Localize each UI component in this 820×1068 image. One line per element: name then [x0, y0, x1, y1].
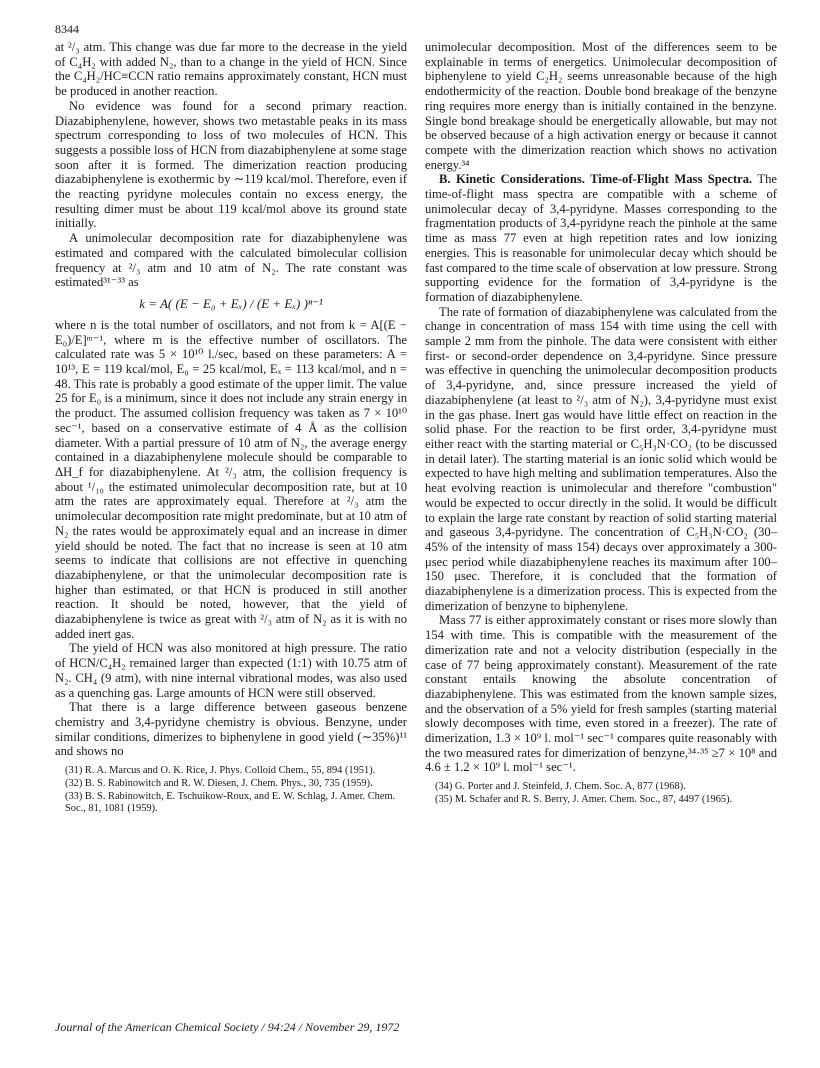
footnotes-left [55, 765, 407, 815]
paragraph: The yield of HCN was also monitored at high pressure. The ratio of HCN/C₄H₂ remained larger than expected (1:1) with 10.75 atm of N₂. CH₄ (9 atm), with nine internal vibrational modes, was also used as a quenching gas. Large amounts of HCN were still observed. [55, 641, 407, 700]
page-number: 8344 [55, 22, 79, 36]
section-paragraph [425, 172, 777, 304]
paragraph: unimolecular decomposition. Most of the differences seem to be explainable in terms of energetics. Unimolecular decomposition of biphenylene to yield C₂H₂ seems unreasonable because of the high endothermicity of the reaction. Double bond breakage of the benzyne ring requires more energy than is initially contained in the benzyne. Single bond breakage should be energetically allowable, but may not be observed because of a high activation energy or because it cannot compete with the dimerization reaction which shows no activation energy.³⁴ [425, 40, 777, 172]
footnote: (31) R. A. Marcus and O. K. Rice, J. Phys. Colloid Chem., 55, 894 (1951). [65, 765, 376, 777]
rate-equation: k = A( (E − E₀ + Eₓ) / (E + Eₓ) )ⁿ⁻¹ [139, 295, 323, 311]
paragraph: The rate of formation of diazabiphenylene was calculated from the change in concentration of mass 154 with time using the cell with sample 2 mm from the pinhole. The data were consistent with either first- or second-order dependence on 3,4-pyridyne. Since pressure was effective in quenching the unimolecular decomposition products of 3,4-pyridyne, and, since pressure increased the yield of diazabiphenylene (at least to ²/₃ atm of N₂), 3,4-pyridyne must exist in the gas phase. Inert gas would have little effect on reaction in the solid phase. For the reaction to be first order, 3,4-pyridyne must either react with the starting material or C₅H₃N·CO₂ (to be discussed in detail later). The starting material is an ionic solid which would be expected to have high melting and sublimation temperatures. Also the heat evolving reaction is unimolecular and therefore "combustion" would be expected to occur directly in the solid. It would be difficult to explain the large rate constant by reaction of solid starting material and gaseous 3,4-pyridyne. The concentration of C₅H₃N·CO₂ (30–45% of the intensity of mass 154) decays over approximately a 300-μsec period while diazabiphenylene reaches its maximum after 100–150 μsec. Therefore, it is concluded that the formation of diazabiphenylene is a dimerization process. This is expected from the dimerization of benzyne to biphenylene. [425, 304, 777, 613]
paragraph: That there is a large difference between gaseous benzene chemistry and 3,4-pyridyne chemistry is obvious. Benzyne, under similar conditions, dimerizes to biphenylene in good yield (∼35%)¹¹ and shows no [55, 700, 407, 759]
paragraph: Mass 77 is either approximately constant or rises more slowly than 154 with time. This is compatible with the measurement of the dimerization rate and not a velocity distribution (especially in the case of 77 being approximately constant). Measurement of the rate constant entails knowing the absolute concentration of diazabiphenylene. This was estimated from the known sample sizes, and the observation of a 5% yield for fresh samples (starting material slowly decomposes with time, even stored in a freezer). The rate of dimerization, 1.3 × 10⁹ l. mol⁻¹ sec⁻¹ compares quite reasonably with the two measured rates for dimerization of benzyne,³⁴·³⁵ ≥7 × 10⁸ and 4.6 ± 1.2 × 10⁹ l. mol⁻¹ sec⁻¹. [425, 613, 777, 775]
right-column [425, 40, 777, 807]
paragraph: at ²/₃ atm. This change was due far more to the decrease in the yield of C₄H₂ with added N₂, than to a change in the yield of HCN. Since the C₄H₂/HC≡CCN ratio remains approximately constant, HCN must be produced in another reaction. [55, 40, 407, 99]
footnote: (32) B. S. Rabinowitch and R. W. Diesen, J. Chem. Phys., 30, 735 (1959). [65, 778, 373, 790]
paragraph: No evidence was found for a second primary reaction. Diazabiphenylene, however, shows two metastable peaks in its mass spectrum corresponding to loss of two molecules of HCN. This suggests a possible loss of HCN from diazabiphenylene at some stage soon after it is formed. The dimerization reaction producing diazabiphenylene is exothermic by ∼119 kcal/mol. Therefore, even if the reacting pyridyne molecules contain no excess energy, the resulting dimer must be about 119 kcal/mol above its ground state initially. [55, 98, 407, 231]
footnote: (34) G. Porter and J. Steinfeld, J. Chem. Soc. A, 877 (1968). [435, 781, 686, 793]
footnote: (33) B. S. Rabinowitch, E. Tschuikow-Roux, and E. W. Schlag, J. Amer. Chem. Soc., 81, 1081 (1959). [65, 791, 396, 815]
footnotes-right [425, 781, 777, 806]
section-heading: B. Kinetic Considerations. Time-of-Flight Mass Spectra. [439, 172, 753, 187]
journal-footer: Journal of the American Chemical Society / 94:24 / November 29, 1972 [55, 1020, 400, 1034]
left-column [55, 40, 407, 816]
paragraph: where n is the total number of oscillators, and not from k = A[(E − E₀)/E]ᵐ⁻¹, where m is the effective number of oscillators. The calculated rate was 5 × 10¹⁰ l./sec, based on these parameters: A = 10¹³, E = 119 kcal/mol, E₀ = 25 kcal/mol, Eₓ = 113 kcal/mol, and n = 48. This rate is probably a good estimate of the upper limit. The value 25 for E₀ is a minimum, since it does not include any strain energy in the product. The assumed collision frequency was taken as 7 × 10¹⁰ sec⁻¹, based on a conservative estimate of 4 Å as the collision diameter. With a partial pressure of 10 atm of N₂, the average energy contained in a diazabiphenylene molecule should be comparable to ΔH_f for diazabiphenylene. At ²/₃ atm, the collision frequency is about ¹/₁₀ the estimated unimolecular decomposition rate, but at 10 atm the rates are approximately equal. Therefore at ²/₃ atm the unimolecular decomposition rate might predominate, but at 10 atm of N₂ the rates would be approximately equal and an increase in dimer yield should be noted. The fact that no increase is seen at 10 atm seems to indicate that collisions are not effective in quenching diazabiphenylene, or that the unimolecular decomposition rate is higher than estimated, or that HCN is produced in still another reaction. It should be noted, however, that the yield of diazabiphenylene is twice as great with ²/₃ atm of N₂ as it is with no added inert gas. [55, 317, 407, 641]
paragraph: A unimolecular decomposition rate for diazabiphenylene was estimated and compared with the calculated bimolecular collision frequency at ²/₃ atm and 10 atm of N₂. The rate constant was estimated³¹⁻³³ as [55, 231, 407, 290]
section-text: The time-of-flight mass spectra are compatible with a scheme of unimolecular decay of 3,4-pyridyne. Masses corresponding to the fragmentation products of 3,4-pyridyne reach the pinhole at the same time as mass 77 even at high repetition rates and low ionizing energies. This is reasonable for unimolecular decay which should be fast compared to the time scale of observation at low pressure. Strong supporting evidence for the formation of 3,4-pyridyne is the formation of diazabiphenylene. [425, 172, 777, 304]
footnote: (35) M. Schafer and R. S. Berry, J. Amer. Chem. Soc., 87, 4497 (1965). [435, 794, 733, 806]
